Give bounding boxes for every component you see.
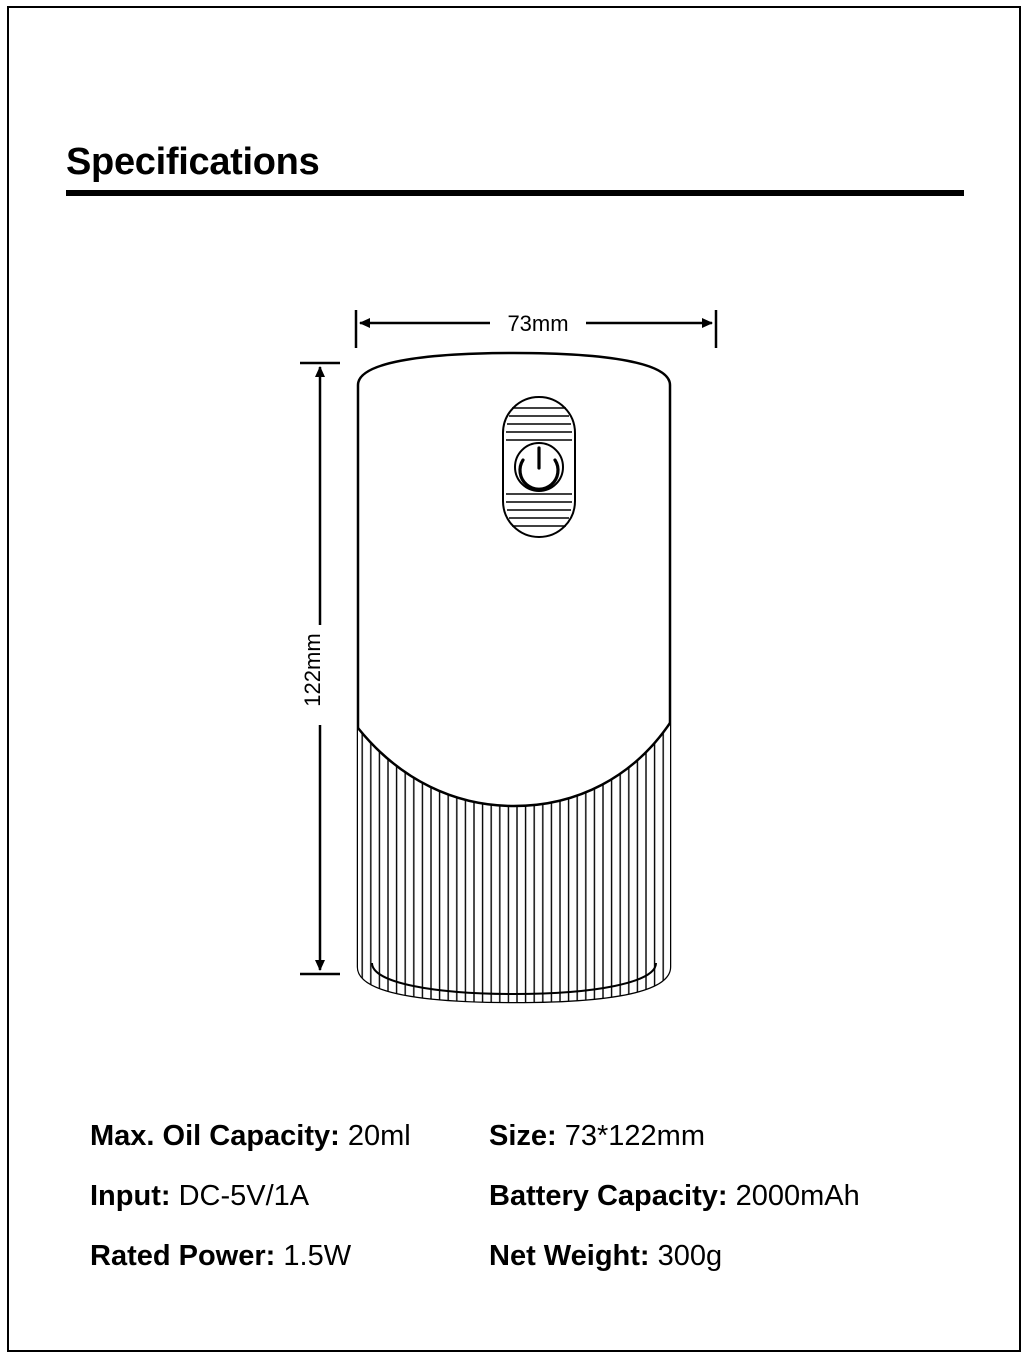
spec-value: 2000mAh xyxy=(735,1180,860,1212)
specs-column-left xyxy=(0,1110,444,1282)
svg-text:122mm: 122mm xyxy=(300,633,325,707)
spec-label: Rated Power: xyxy=(90,1240,276,1272)
specs-table xyxy=(0,1110,1029,1282)
spec-label: Input: xyxy=(90,1180,171,1212)
height-dimension xyxy=(300,363,340,974)
spec-value: 20ml xyxy=(347,1120,411,1152)
spec-value: DC-5V/1A xyxy=(178,1180,310,1212)
specs-column-right xyxy=(444,1110,1029,1282)
product-dimension-diagram xyxy=(0,250,1029,1050)
spec-value: 1.5W xyxy=(283,1240,352,1272)
spec-value: 73*122mm xyxy=(564,1120,705,1152)
spec-value: 300g xyxy=(657,1240,723,1272)
spec-label: Max. Oil Capacity: xyxy=(90,1120,340,1152)
spec-row xyxy=(90,1230,444,1282)
power-button-panel xyxy=(503,397,575,537)
diagram-svg xyxy=(0,250,1029,1050)
spec-label: Battery Capacity: xyxy=(489,1180,728,1212)
page-title: Specifications xyxy=(66,141,320,184)
spec-row xyxy=(489,1170,1029,1222)
spec-row xyxy=(90,1110,444,1162)
spec-row xyxy=(90,1170,444,1222)
title-divider xyxy=(66,190,964,196)
svg-text:73mm: 73mm xyxy=(507,311,569,336)
spec-row xyxy=(489,1230,1029,1282)
spec-label: Size: xyxy=(489,1120,557,1152)
width-dimension xyxy=(356,306,716,348)
power-button-icon xyxy=(515,443,563,491)
spec-label: Net Weight: xyxy=(489,1240,650,1272)
spec-row xyxy=(489,1110,1029,1162)
ribbed-base xyxy=(358,720,672,1010)
